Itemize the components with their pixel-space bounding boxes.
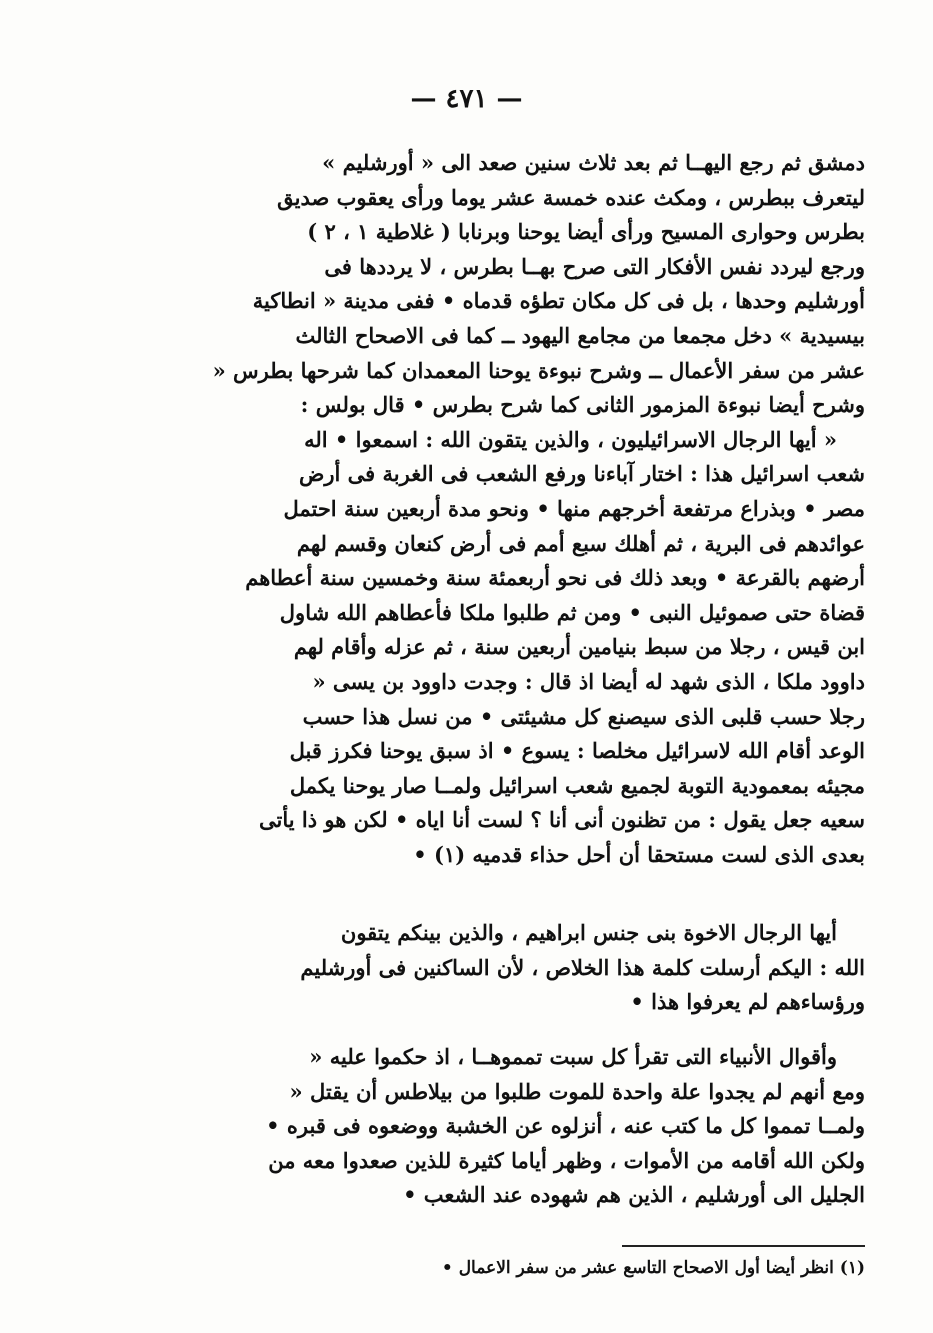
footnote: (١) انظر أيضا أول الاصحاح التاسع عشر من سفر الاعمال • [441, 1258, 865, 1278]
paragraph-2 [160, 916, 865, 1020]
text-line: عوائدهم فى البرية ، ثم أهلك سبع أمم فى أرض كنعان وقسم لهم [296, 530, 865, 556]
text-line: الجليل الى أورشليم ، الذين هم شهوده عند الشعب • [403, 1182, 865, 1208]
footnote-divider [622, 1245, 865, 1247]
text-line: « أيها الرجال الاسرائيليون ، والذين يتقون الله : اسمعوا • اله [304, 426, 837, 452]
text-line: ورجع ليردد نفس الأفكار التى صرح بهــا بطرس ، لا يرددها فى [324, 253, 865, 279]
text-line: بعدى الذى لست مستحقا أن أحل حذاء قدميه (١) • [413, 841, 865, 867]
text-line: الله : اليكم أرسلت كلمة هذا الخلاص ، لأن الساكنين فى أورشليم [300, 954, 865, 980]
text-line: ولمــا تمموا كل ما كتب عنه ، أنزلوه عن الخشبة ووضعوه فى قبره • [266, 1113, 865, 1139]
text-line: أيها الرجال الاخوة بنى جنس ابراهيم ، والذين بينكم يتقون [340, 920, 837, 945]
text-line: ولكن الله أقامه من الأموات ، وظهر أياما كثيرة للذين صعدوا معه من [268, 1147, 865, 1173]
text-line: ابن قيس ، رجلا من سبط بنيامين أربعين سنة ، ثم عزله وأقام لهم [293, 634, 865, 660]
text-line: ورؤساءهم لم يعرفوا هذا • [630, 989, 865, 1015]
text-line: وأقوال الأنبياء التى تقرأ كل سبت تمموهــا ، اذ حكموا عليه « [309, 1044, 837, 1069]
text-line: سعيه جعل يقول : من تظنون أنى أنا ؟ لست أنا اياه • لكن هو ذا يأتى [259, 807, 865, 833]
text-line: ليتعرف ببطرس ، ومكث عنده خمسة عشر يوما ورأى يعقوب صديق [277, 184, 865, 210]
text-line: دمشق ثم رجع اليهــا ثم بعد ثلاث سنين صعد الى « أورشليم » [322, 150, 865, 175]
text-line: أرضهم بالقرعة • وبعد ذلك فى نحو أربعمئة سنة وخمسين سنة أعطاهم [245, 565, 865, 591]
paragraph-3 [160, 1040, 865, 1213]
text-line: رجلا حسب قلبى الذى سيصنع كل مشيئتى • من نسل هذا حسب [302, 703, 865, 729]
text-line: الوعد أقام الله لاسرائيل مخلصا : يسوع • اذ سبق يوحنا فكرز قبل [289, 738, 865, 764]
text-line: شعب اسرائيل هذا : اختار آباءنا ورفع الشعب فى الغربة فى أرض [299, 461, 865, 487]
text-line: أورشليم وحدها ، بل فى كل مكان تطؤه قدماه • ففى مدينة « انطاكية [252, 288, 865, 314]
text-line: عشر من سفر الأعمال ــ وشرح نبوءة يوحنا المعمدان كما شرحها بطرس « [212, 357, 865, 383]
text-line: وشرح أيضا نبوءة المزمور الثانى كما شرح بطرس • قال بولس : [300, 392, 865, 418]
text-line: ومع أنهم لم يجدوا علة واحدة للموت طلبوا من بيلاطس أن يقتل « [289, 1078, 865, 1104]
paragraph-1 [160, 146, 865, 872]
text-line: قضاة حتى صموئيل النبى • ومن ثم طلبوا ملكا فأعطاهم الله شاول [279, 599, 865, 625]
text-line: بيسيدية » دخل مجمعا من مجامع اليهود ــ كما فى الاصحاح الثالث [295, 322, 865, 348]
text-line: مجيئه بمعمودية التوبة لجميع شعب اسرائيل ولمــا صار يوحنا يكمل [289, 772, 865, 798]
text-line: مصر • وبذراع مرتفعة أخرجهم منها • ونحو مدة أربعين سنة احتمل [283, 495, 865, 521]
text-line: بطرس وحوارى المسيح ورأى أيضا يوحنا وبرنابا ( غلاطية ١ ، ٢ ) [307, 219, 865, 245]
page-number: — ٤٧١ — [410, 84, 523, 114]
text-line: داوود ملكا ، الذى شهد له أيضا اذ قال : وجدت داوود بن يسى « [312, 668, 865, 694]
